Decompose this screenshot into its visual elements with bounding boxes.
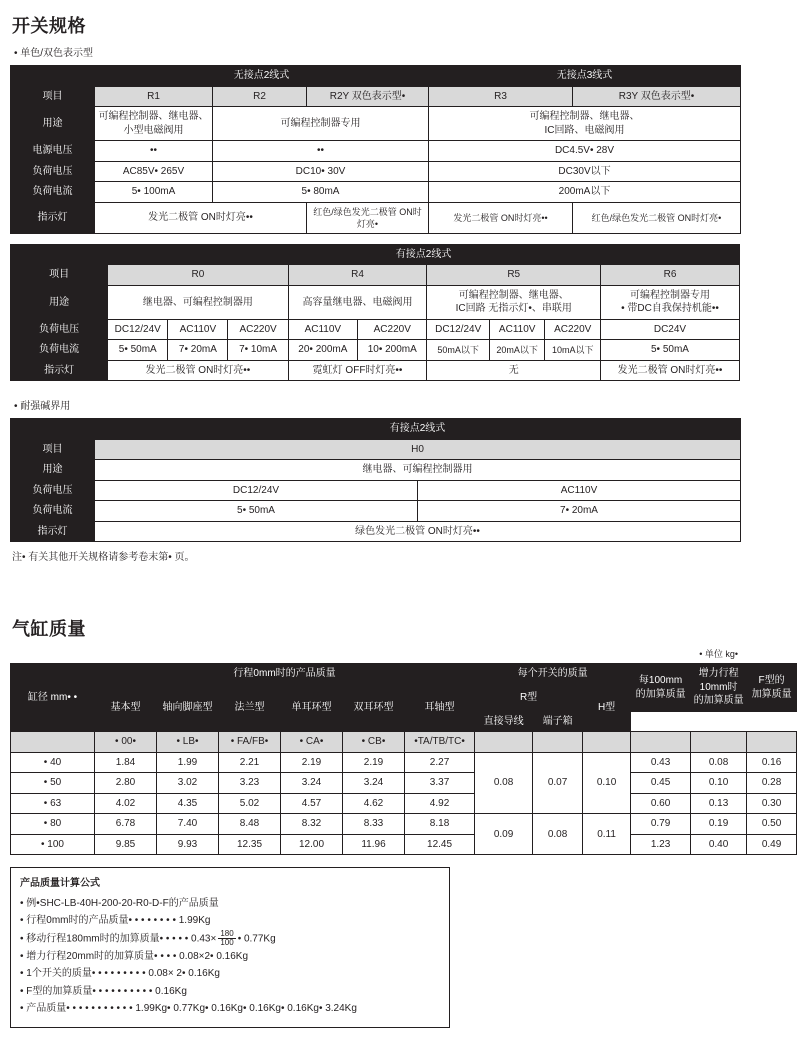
m-header-ftype: F型的 加算质量: [747, 664, 797, 712]
m-100-boost: 0.40: [691, 834, 747, 855]
table-row: [11, 834, 797, 855]
m-100-v1: 9.93: [157, 834, 219, 855]
cylinder-mass-table: [10, 663, 797, 855]
m-header-bore: 缸径 mm• •: [11, 664, 95, 732]
formula-frac-tail: • 0.77Kg: [237, 933, 276, 945]
b-loadvolt-2: AC220V: [228, 319, 288, 340]
a-model-r3: R3: [429, 86, 573, 107]
m-code-r1: [475, 732, 533, 753]
m-80-r1: 0.09: [475, 814, 533, 855]
b-loadvolt-3: AC110V: [288, 319, 357, 340]
c-item-label: 项目: [11, 439, 95, 460]
formula-line-2-text: • 移动行程180mm时的加算质量• • • • • 0.43×: [20, 933, 217, 945]
a-supply-r1: ••: [95, 141, 213, 162]
a-model-r2: R2: [213, 86, 307, 107]
c-usage: 继电器、可编程控制器用: [95, 460, 741, 481]
m-100-p100: 1.23: [631, 834, 691, 855]
c-row-loadvolt-label: 负荷电压: [11, 480, 95, 501]
a-model-r1: R1: [95, 86, 213, 107]
b-loadcur-4: 10• 200mA: [358, 340, 427, 361]
c-group-contact2: 有接点2线式: [95, 419, 741, 440]
a-usage-r1: 可编程控制器、继电器、 小型电磁阀用: [95, 107, 213, 141]
m-bore-80: • 80: [11, 814, 95, 835]
c-loadcur-0: 5• 50mA: [95, 501, 418, 522]
m-50-v1: 3.02: [157, 773, 219, 794]
a-indicator-r2y: 红色/绿色发光二极管 ON时灯亮•: [307, 202, 429, 233]
b-loadvolt-4: AC220V: [358, 319, 427, 340]
m-80-p100: 0.79: [631, 814, 691, 835]
formula-line-3: • 增力行程20mm时的加算质量• • • • 0.08×2• 0.16Kg: [20, 950, 249, 962]
m-40-boost: 0.08: [691, 752, 747, 773]
m-bore-100: • 100: [11, 834, 95, 855]
m-sub-trunnion: 耳轴型: [405, 684, 475, 732]
b-loadcur-3: 20• 200mA: [288, 340, 357, 361]
switch-spec-table-b: [10, 244, 740, 382]
b-usage-r6: 可编程控制器专用 • 带DC自我保持机能••: [600, 285, 739, 319]
c-corner: [11, 419, 95, 440]
a-row-usage-label: 用途: [11, 107, 95, 141]
m-100-v0: 9.85: [95, 834, 157, 855]
a-group-noncontact2: 无接点2线式: [95, 66, 429, 87]
section1-footnote: 注• 有关其他开关规格请参考卷末第• 页。: [12, 552, 195, 564]
b-loadcur-6: 20mA以下: [489, 340, 545, 361]
m-80-boost: 0.19: [691, 814, 747, 835]
b-model-r4: R4: [288, 265, 427, 286]
b-loadcur-0: 5• 50mA: [108, 340, 168, 361]
formula-line-4: • 1个开关的质量• • • • • • • • • 0.08× 2• 0.16Kg: [20, 968, 220, 980]
table-row: [11, 814, 797, 835]
b-loadvolt-0: DC12/24V: [108, 319, 168, 340]
m-code-f: [747, 732, 797, 753]
m-63-v1: 4.35: [157, 793, 219, 814]
m-40-h: 0.10: [583, 752, 631, 814]
a-model-r2y: R2Y 双色表示型•: [307, 86, 429, 107]
b-row-loadvolt-label: 负荷电压: [11, 319, 108, 340]
m-code-boost: [691, 732, 747, 753]
b-loadcur-8: 5• 50mA: [600, 340, 739, 361]
m-40-v4: 2.19: [343, 752, 405, 773]
m-63-v0: 4.02: [95, 793, 157, 814]
m-50-v5: 3.37: [405, 773, 475, 794]
m-80-v3: 8.32: [281, 814, 343, 835]
b-indicator-r0: 发光二极管 ON时灯亮••: [108, 360, 288, 381]
formula-line-6: • 产品质量• • • • • • • • • • • 1.99Kg• 0.77Kg• 0.16Kg• 0.16Kg• 0.16Kg• 3.24Kg: [20, 1003, 357, 1015]
m-63-boost: 0.13: [691, 793, 747, 814]
b-row-indicator-label: 指示灯: [11, 360, 108, 381]
a-group-noncontact3: 无接点3线式: [429, 66, 741, 87]
m-80-h: 0.11: [583, 814, 631, 855]
b-group-contact2: 有接点2线式: [108, 244, 740, 265]
m-40-p100: 0.43: [631, 752, 691, 773]
m-40-v2: 2.21: [219, 752, 281, 773]
m-80-v1: 7.40: [157, 814, 219, 835]
m-50-f: 0.28: [747, 773, 797, 794]
b-loadvolt-8: DC24V: [600, 319, 739, 340]
m-sub-doubleclevis: 双耳环型: [343, 684, 405, 732]
m-100-v3: 12.00: [281, 834, 343, 855]
m-bore-63: • 63: [11, 793, 95, 814]
m-100-v4: 11.96: [343, 834, 405, 855]
b-indicator-r5: 无: [427, 360, 601, 381]
formula-line-1: • 行程0mm时的产品质量• • • • • • • • 1.99Kg: [20, 915, 211, 927]
formula-line-2: [20, 930, 440, 948]
m-100-v5: 12.45: [405, 834, 475, 855]
m-100-f: 0.49: [747, 834, 797, 855]
c-loadcur-1: 7• 20mA: [418, 501, 741, 522]
m-50-v4: 3.24: [343, 773, 405, 794]
b-model-r0: R0: [108, 265, 288, 286]
m-code-0: • 00•: [95, 732, 157, 753]
m-80-v0: 6.78: [95, 814, 157, 835]
b-indicator-r4: 霓虹灯 OFF时灯亮••: [288, 360, 427, 381]
section1-subnote: • 单色/双色表示型: [14, 48, 94, 59]
a-indicator-r1r2: 发光二极管 ON时灯亮••: [95, 202, 307, 233]
m-40-r2: 0.07: [533, 752, 583, 814]
m-63-v4: 4.62: [343, 793, 405, 814]
section1-groupc-subnote: • 耐强碱界用: [14, 401, 71, 413]
c-row-usage-label: 用途: [11, 460, 95, 481]
m-63-v5: 4.92: [405, 793, 475, 814]
m-code-r2: [533, 732, 583, 753]
m-sub-singleclevis: 单耳环型: [281, 684, 343, 732]
m-sub-directwire: 直接导线: [475, 711, 533, 732]
a-row-indicator-label: 指示灯: [11, 202, 95, 233]
m-100-v2: 12.35: [219, 834, 281, 855]
m-code-h: [583, 732, 631, 753]
a-supply-r3: DC4.5V• 28V: [429, 141, 741, 162]
a-indicator-r3y: 红色/绿色发光二极管 ON时灯亮•: [573, 202, 741, 233]
switch-spec-table-a: [10, 65, 741, 234]
c-row-loadcur-label: 负荷电流: [11, 501, 95, 522]
m-code-2: • FA/FB•: [219, 732, 281, 753]
b-loadvolt-6: AC110V: [489, 319, 545, 340]
m-code-p100: [631, 732, 691, 753]
m-code-3: • CA•: [281, 732, 343, 753]
b-usage-r5: 可编程控制器、继电器、 IC回路 无指示灯•、串联用: [427, 285, 601, 319]
m-sub-flange: 法兰型: [219, 684, 281, 732]
b-loadvolt-1: AC110V: [168, 319, 228, 340]
m-80-r2: 0.08: [533, 814, 583, 855]
m-40-v3: 2.19: [281, 752, 343, 773]
b-corner: [11, 244, 108, 265]
m-40-v0: 1.84: [95, 752, 157, 773]
m-code-1: • LB•: [157, 732, 219, 753]
m-40-v1: 1.99: [157, 752, 219, 773]
m-header-boost: 增力行程 10mm时 的加算质量: [691, 664, 747, 712]
mass-formula-box: [10, 867, 450, 1028]
formula-line-0: • 例•SHC-LB-40H-200-20-R0-D-F的产品质量: [20, 897, 219, 909]
m-sub-terminalbox: 端子箱: [533, 711, 583, 732]
c-model-h0: H0: [95, 439, 741, 460]
m-header-htype: H型: [583, 684, 631, 732]
b-loadcur-7: 10mA以下: [545, 340, 601, 361]
a-loadvolt-r3: DC30V以下: [429, 161, 741, 182]
a-loadcur-r1: 5• 100mA: [95, 182, 213, 203]
m-code-5: •TA/TB/TC•: [405, 732, 475, 753]
b-usage-r0: 继电器、可编程控制器用: [108, 285, 288, 319]
a-row-loadcur-label: 负荷电流: [11, 182, 95, 203]
c-loadvolt-1: AC110V: [418, 480, 741, 501]
table-row: [11, 752, 797, 773]
b-loadvolt-7: AC220V: [545, 319, 601, 340]
m-80-f: 0.50: [747, 814, 797, 835]
a-corner: [11, 66, 95, 87]
section2-title: 气缸质量: [12, 619, 86, 640]
m-50-boost: 0.10: [691, 773, 747, 794]
m-code-4: • CB•: [343, 732, 405, 753]
m-sub-axial: 轴向脚座型: [157, 684, 219, 732]
a-supply-r2: ••: [213, 141, 429, 162]
m-header-stroke0: 行程0mm时的产品质量: [95, 664, 475, 685]
m-sub-basic: 基本型: [95, 684, 157, 732]
m-header-rtype: R型: [475, 684, 583, 711]
a-loadcur-r2: 5• 80mA: [213, 182, 429, 203]
m-63-p100: 0.60: [631, 793, 691, 814]
m-63-v2: 5.02: [219, 793, 281, 814]
b-loadcur-2: 7• 10mA: [228, 340, 288, 361]
m-80-v2: 8.48: [219, 814, 281, 835]
m-50-v3: 3.24: [281, 773, 343, 794]
b-model-r5: R5: [427, 265, 601, 286]
table-row: [11, 773, 797, 794]
b-row-loadcur-label: 负荷电流: [11, 340, 108, 361]
m-40-f: 0.16: [747, 752, 797, 773]
b-usage-r4: 高容量继电器、电磁阀用: [288, 285, 427, 319]
formula-fraction: $\frac{180}{100}$: [220, 928, 234, 948]
m-63-f: 0.30: [747, 793, 797, 814]
m-code-bore: [11, 732, 95, 753]
c-loadvolt-0: DC12/24V: [95, 480, 418, 501]
page-title: 开关规格: [12, 16, 86, 36]
b-indicator-r6: 发光二极管 ON时灯亮••: [600, 360, 739, 381]
b-loadcur-1: 7• 20mA: [168, 340, 228, 361]
a-item-label: 项目: [11, 86, 95, 107]
c-indicator: 绿色发光二极管 ON时灯亮••: [95, 521, 741, 542]
m-40-v5: 2.27: [405, 752, 475, 773]
b-loadvolt-5: DC12/24V: [427, 319, 489, 340]
a-row-supply-label: 电源电压: [11, 141, 95, 162]
a-loadvolt-r1: AC85V• 265V: [95, 161, 213, 182]
table-row: [11, 793, 797, 814]
m-header-perswitch: 每个开关的质量: [475, 664, 631, 685]
m-50-v0: 2.80: [95, 773, 157, 794]
formula-line-5: • F型的加算质量• • • • • • • • • • 0.16Kg: [20, 985, 187, 997]
m-40-r1: 0.08: [475, 752, 533, 814]
m-63-v3: 4.57: [281, 793, 343, 814]
b-item-label: 项目: [11, 265, 108, 286]
m-bore-50: • 50: [11, 773, 95, 794]
a-loadvolt-r2: DC10• 30V: [213, 161, 429, 182]
m-header-per100: 每100mm 的加算质量: [631, 664, 691, 712]
b-loadcur-5: 50mA以下: [427, 340, 489, 361]
m-bore-40: • 40: [11, 752, 95, 773]
a-row-loadvolt-label: 负荷电压: [11, 161, 95, 182]
section2-unit: • 单位 kg•: [699, 649, 738, 660]
a-usage-r3: 可编程控制器、继电器、 IC回路、电磁阀用: [429, 107, 741, 141]
formula-title: 产品质量计算公式: [20, 878, 100, 890]
a-indicator-r3: 发光二极管 ON时灯亮••: [429, 202, 573, 233]
switch-spec-table-c: [10, 418, 741, 542]
m-50-p100: 0.45: [631, 773, 691, 794]
m-50-v2: 3.23: [219, 773, 281, 794]
m-80-v4: 8.33: [343, 814, 405, 835]
m-80-v5: 8.18: [405, 814, 475, 835]
a-usage-r2: 可编程控制器专用: [213, 107, 429, 141]
a-model-r3y: R3Y 双色表示型•: [573, 86, 741, 107]
b-row-usage-label: 用途: [11, 285, 108, 319]
a-loadcur-r3: 200mA以下: [429, 182, 741, 203]
c-row-indicator-label: 指示灯: [11, 521, 95, 542]
b-model-r6: R6: [600, 265, 739, 286]
